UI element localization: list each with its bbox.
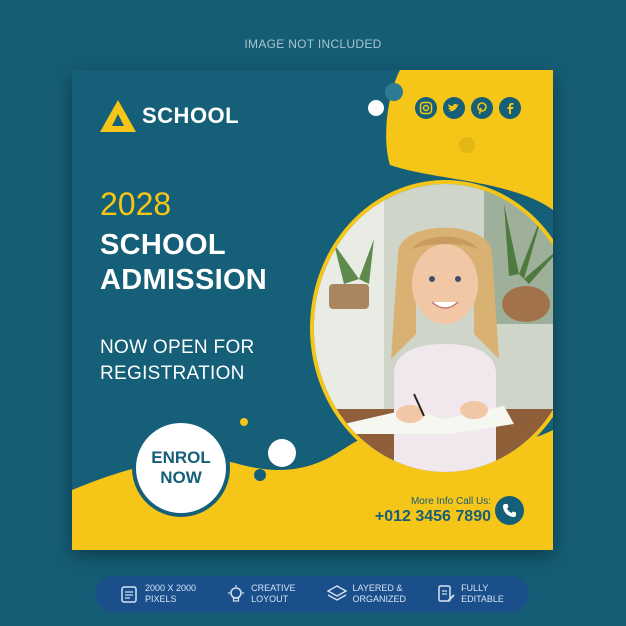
decor-dot: [368, 100, 384, 116]
pinterest-icon[interactable]: [471, 97, 493, 119]
feature-editable: [436, 583, 504, 605]
feature-line-1: LAYERED &: [352, 583, 403, 593]
twitter-icon[interactable]: [443, 97, 465, 119]
social-icons: [415, 97, 521, 119]
headline-line-2: ADMISSION: [100, 264, 268, 296]
feature-line-1: 2000 X 2000: [145, 583, 197, 593]
facebook-icon[interactable]: [499, 97, 521, 119]
decor-dot: [385, 83, 403, 101]
subheadline-line-2: REGISTRATION: [100, 363, 245, 384]
lightbulb-icon: [226, 584, 246, 604]
layers-icon: [326, 584, 348, 604]
feature-line-2: EDITABLE: [461, 594, 504, 604]
feature-line-2: ORGANIZED: [352, 594, 407, 604]
decor-dot: [240, 418, 248, 426]
subheadline-line-1: NOW OPEN FOR: [100, 337, 255, 358]
decor-dot: [268, 439, 296, 467]
feature-line-2: LOYOUT: [251, 594, 289, 604]
brand-name: SCHOOL: [142, 103, 240, 128]
contact-label: More Info Call Us:: [410, 496, 491, 507]
feature-line-1: CREATIVE: [251, 583, 296, 593]
student-illustration: [314, 184, 553, 472]
feature-line-2: PIXELS: [145, 594, 177, 604]
enrol-label-line-1: ENROL: [151, 448, 211, 467]
subheadline: [100, 335, 255, 387]
decor-dot: [254, 469, 266, 481]
contact-phone-number[interactable]: +012 3456 7890: [374, 508, 491, 525]
image-size-icon: [120, 584, 140, 604]
feature-pixels: [120, 583, 196, 605]
instagram-icon[interactable]: [415, 97, 437, 119]
headline-line-1: SCHOOL: [100, 229, 226, 261]
enrol-label-line-2: NOW: [160, 468, 202, 487]
feature-creative: [226, 583, 295, 605]
brand-logo: [100, 100, 239, 132]
social-post-card: [72, 70, 553, 550]
edit-doc-icon: [436, 584, 456, 604]
triangle-a-logo-icon: [100, 100, 136, 132]
phone-icon[interactable]: [495, 496, 524, 525]
enrol-now-button[interactable]: [132, 419, 230, 517]
image-not-included-note: IMAGE NOT INCLUDED: [244, 37, 382, 51]
admission-year: 2028: [100, 186, 172, 222]
features-bar: [95, 576, 529, 612]
feature-layered: [326, 583, 407, 605]
headline: [100, 228, 267, 298]
feature-line-1: FULLY: [461, 583, 489, 593]
decor-dot: [459, 137, 475, 153]
